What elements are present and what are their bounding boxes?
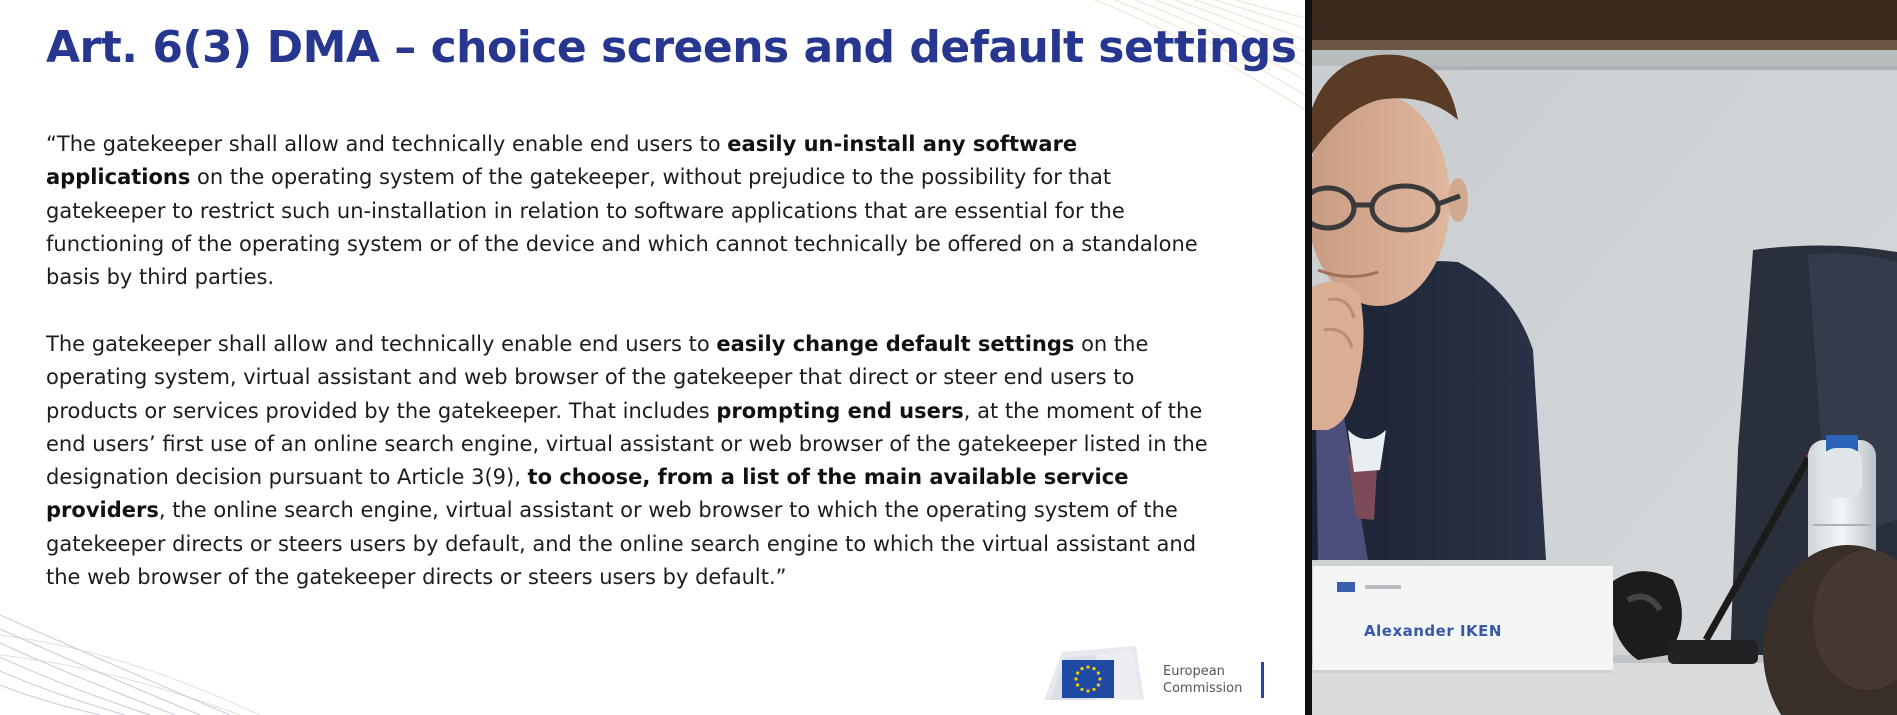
logo-wordmark	[1163, 663, 1242, 697]
slide-title: Art. 6(3) DMA – choice screens and default settings	[46, 22, 1297, 73]
quote-paragraph-uninstall	[46, 128, 1226, 294]
paragraph-emphasis: easily un-install any software applications	[46, 132, 1078, 190]
speaker-name: Alexander IKEN	[1364, 622, 1502, 640]
paragraph-text: , the online search engine, virtual assistant or web browser to which the operating system of the gatekeeper directs or steers users by default, and the online search engine to which the virtual assistant and the web browser of the gatekeeper directs or steers users by default.”	[46, 498, 1197, 590]
quote-paragraph-default-settings	[46, 328, 1226, 594]
paragraph-text: The gatekeeper shall allow and technically enable end users to	[46, 332, 717, 356]
paragraph-emphasis: easily change default settings	[716, 332, 1075, 356]
paragraph-emphasis: prompting end users	[716, 398, 964, 423]
paragraph-text: on the operating system of the gatekeeper, without prejudice to the possibility for that gatekeeper to restrict such un-installation in relation to software applications that are essential for the functioning of the operating system or of the device and which cannot technically be offered on a standalone basis by third parties.	[46, 165, 1198, 290]
nameplate-eu-flag-icon	[1337, 582, 1355, 592]
nameplate-logo-strip	[1365, 585, 1401, 589]
eu-flag-icon	[1062, 660, 1114, 698]
paragraph-text: , at the moment of the end users’ first use of an online search engine, virtual assistant or web browser of the gatekeeper listed in the designation decision pursuant to Article 3(9),	[46, 398, 1208, 490]
european-commission-logo	[1036, 638, 1268, 704]
logo-line-1: European	[1163, 664, 1225, 679]
paragraph-text: on the operating system, virtual assistant and web browser of the gatekeeper that direct or steer end users to products or services provided by the gatekeeper. That includes	[46, 332, 1149, 423]
logo-line-2: Commission	[1163, 681, 1243, 696]
speaker-video-feed	[1308, 0, 1897, 715]
slide-decoration-bottom-left	[0, 595, 260, 715]
paragraph-emphasis: to choose, from a list of the main available service providers	[46, 465, 1129, 523]
logo-divider	[1261, 662, 1264, 698]
paragraph-text: “The gatekeeper shall allow and technically enable end users to	[46, 132, 728, 156]
speaker-nameplate	[1313, 566, 1613, 673]
